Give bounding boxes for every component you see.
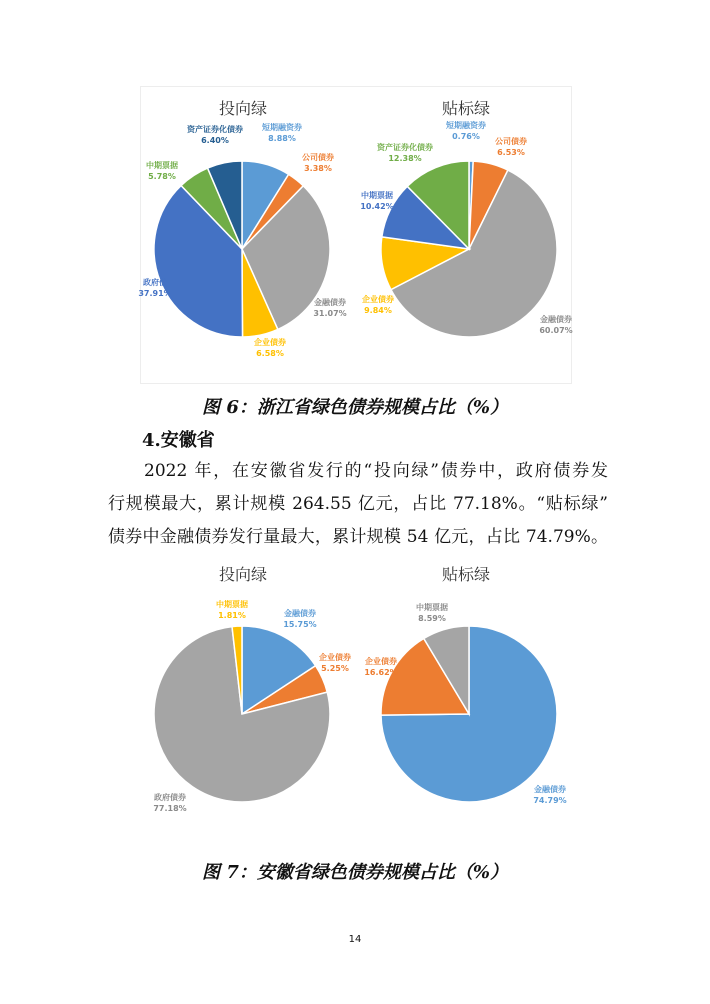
pie-label-name-1-5: 资产证券化债券 <box>377 143 433 152</box>
pie-label-name-0-6: 资产证券化债券 <box>187 125 243 134</box>
figure6-chart2-title: 贴标绿 <box>441 99 490 118</box>
pie-label-value-2-0: 15.75% <box>283 620 317 629</box>
pie-label-name-0-1: 公司债券 <box>302 153 334 162</box>
pie-label-name-2-0: 金融债券 <box>284 609 316 618</box>
pie-label-name-1-0: 短期融资券 <box>446 121 486 130</box>
pie-label-name-2-3: 中期票据 <box>216 600 248 609</box>
pie-label-value-2-2: 77.18% <box>153 804 187 813</box>
pie-label-3-0 <box>533 784 566 805</box>
figure7-caption: 图 7：安徽省绿色债券规模占比（%） <box>202 862 508 883</box>
pie-label-3-1 <box>364 656 397 677</box>
pie-label-value-1-5: 12.38% <box>388 154 422 163</box>
pie-label-name-3-0: 金融债券 <box>534 785 566 794</box>
pie-label-name-1-2: 金融债券 <box>540 315 572 324</box>
pie-label-name-2-2: 政府债券 <box>154 793 186 802</box>
pie-label-name-1-3: 企业债券 <box>362 295 394 304</box>
paragraph-line-1: 2022 年，在安徽省发行的“投向绿”债券中，政府债券发 <box>144 461 608 481</box>
figure6-chart1-title: 投向绿 <box>218 99 267 118</box>
pie-label-value-1-3: 9.84% <box>364 306 392 315</box>
pie-label-3-2 <box>416 602 448 623</box>
pie-label-value-1-0: 0.76% <box>452 132 480 141</box>
pie-label-value-0-4: 37.91% <box>138 289 172 298</box>
pie-label-value-1-4: 10.42% <box>360 202 394 211</box>
pie-label-value-0-2: 31.07% <box>313 309 347 318</box>
pie-label-name-0-4: 政府债 <box>143 278 167 287</box>
pie-label-name-0-3: 企业债券 <box>254 338 286 347</box>
pie-label-value-3-2: 8.59% <box>418 614 446 623</box>
pie-label-name-3-2: 中期票据 <box>416 603 448 612</box>
pie-label-name-0-5: 中期票据 <box>146 161 178 170</box>
paragraph-line-2: 行规模最大，累计规模 264.55 亿元，占比 77.18%。“贴标绿” <box>108 494 608 514</box>
pie-label-value-2-1: 5.25% <box>321 664 349 673</box>
page-number: 14 <box>348 934 362 945</box>
pie-label-name-0-0: 短期融资券 <box>262 123 302 132</box>
pie-label-value-1-2: 60.07% <box>539 326 573 335</box>
pie-label-name-0-2: 金融债券 <box>314 298 346 307</box>
pie-label-value-3-0: 74.79% <box>533 796 567 805</box>
pie-label-name-2-1: 企业债券 <box>319 653 351 662</box>
pie-label-value-0-5: 5.78% <box>148 172 176 181</box>
pie-label-value-3-1: 16.62% <box>364 668 398 677</box>
pie-label-value-0-6: 6.40% <box>201 136 229 145</box>
pie-label-value-0-3: 6.58% <box>256 349 284 358</box>
paragraph-line-3: 债券中金融债券发行量最大，累计规模 54 亿元，占比 74.79%。 <box>108 527 608 547</box>
pie-label-value-2-3: 1.81% <box>218 611 246 620</box>
figure7-chart1-title: 投向绿 <box>218 565 267 584</box>
pie-label-value-0-0: 8.88% <box>268 134 296 143</box>
pie-label-name-1-4: 中期票据 <box>361 191 393 200</box>
figure7-chart2-title: 贴标绿 <box>441 565 490 584</box>
pie-label-name-1-1: 公司债券 <box>495 137 527 146</box>
pie-label-value-0-1: 3.38% <box>304 164 332 173</box>
figure6-caption: 图 6：浙江省绿色债券规模占比（%） <box>202 397 508 418</box>
section-heading: 4.安徽省 <box>142 430 215 451</box>
pie-label-value-1-1: 6.53% <box>497 148 525 157</box>
pie-label-name-3-1: 企业债券 <box>365 657 397 666</box>
